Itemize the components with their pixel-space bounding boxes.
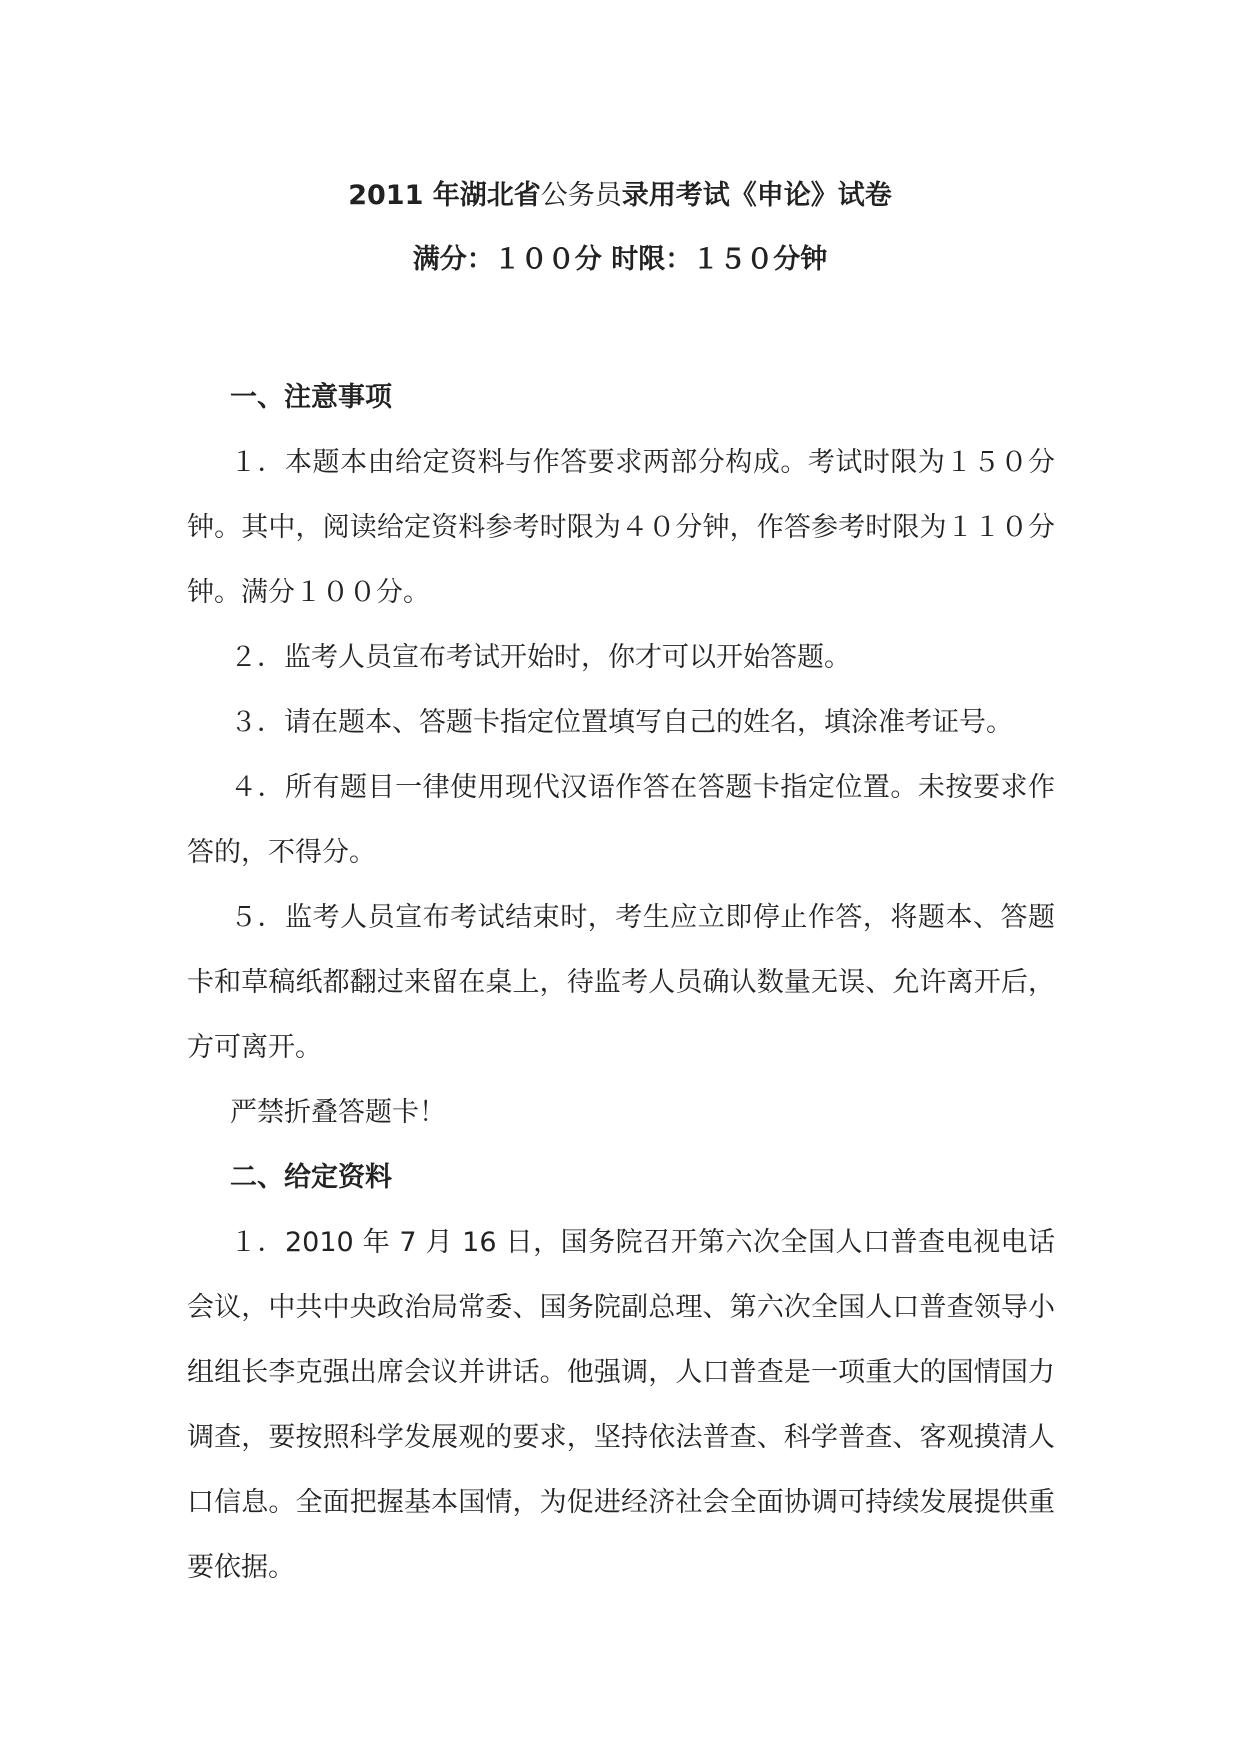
section-heading-materials: 二、给定资料 [230,1162,392,1193]
page-title [0,176,1240,216]
notes-item-5: ５．监考人员宣布考试结束时，考生应立即停止作答，将题本、答题卡和草稿纸都翻过来留在桌上，待监考人员确认数量无误、允许离开后，方可离开。 [187,902,1055,1063]
notes-item-3: ３．请在题本、答题卡指定位置填写自己的姓名，填涂准考证号。 [230,707,1013,738]
notes-warning: 严禁折叠答题卡！ [230,1097,446,1128]
title-part-2: 公务员 [540,180,622,211]
materials-item-1: １．2010 年 7 月 16 日，国务院召开第六次全国人口普查电视电话会议，中共中央政治局常委、国务院副总理、第六次全国人口普查领导小组组长李克强出席会议并讲话。他强调，人口普查是一项重大的国情国力调查，要按照科学发展观的要求，坚持依法普查、科学普查、客观摸清人口信息。全面把握基本国情，为促进经济社会全面协调可持续发展提供重要依据。 [187,1227,1055,1583]
title-part-1: 2011 年湖北省 [348,180,541,211]
notes-item-4: ４．所有题目一律使用现代汉语作答在答题卡指定位置。未按要求作答的，不得分。 [187,772,1055,868]
document-body [187,365,1055,1600]
notes-item-2: ２．监考人员宣布考试开始时，你才可以开始答题。 [230,642,851,673]
page-subtitle: 满分：１００分 时限：１５０分钟 [412,244,828,275]
title-part-3: 录用考试《申论》试卷 [621,180,892,211]
section-heading-notes: 一、注意事项 [230,382,392,413]
notes-item-1: １．本题本由给定资料与作答要求两部分构成。考试时限为１５０分钟。其中，阅读给定资料参考时限为４０分钟，作答参考时限为１１０分钟。满分１００分。 [187,447,1055,608]
